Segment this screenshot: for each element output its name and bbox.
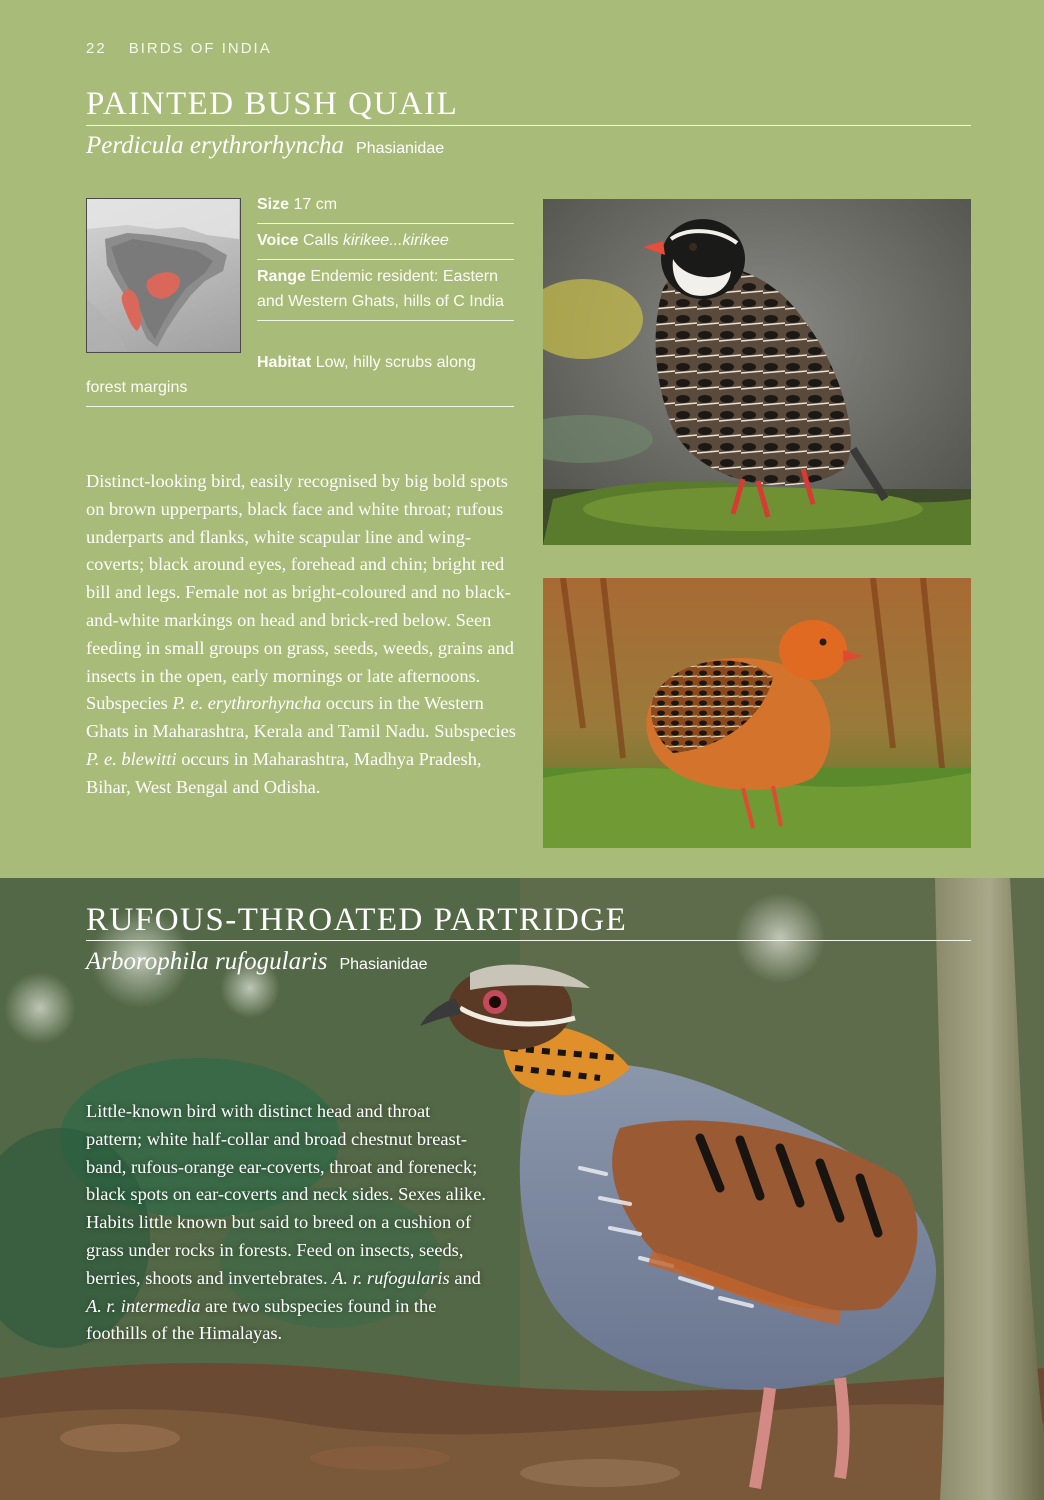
fact-habitat bbox=[257, 350, 514, 375]
species-title-painted-bush-quail: PAINTED BUSH QUAIL bbox=[86, 86, 459, 122]
species-description bbox=[86, 468, 518, 802]
species-description bbox=[86, 1098, 486, 1348]
family-name: Phasianidae bbox=[356, 140, 445, 157]
subspecies-name: P. e. blewitti bbox=[86, 748, 177, 769]
female-quail-illustration bbox=[543, 578, 971, 848]
photo-male-painted-bush-quail bbox=[543, 199, 971, 545]
rufous-throated-partridge-section bbox=[0, 878, 1044, 1500]
voice-value: Calls bbox=[302, 232, 339, 249]
description-text: occurs in Maharashtra, Madhya Pradesh, Bihar, West Bengal and Odisha. bbox=[86, 748, 482, 797]
species-title-rufous-throated-partridge: RUFOUS-THROATED PARTRIDGE bbox=[86, 902, 628, 938]
fact-voice bbox=[257, 228, 514, 260]
fact-range bbox=[257, 264, 514, 321]
family-name: Phasianidae bbox=[339, 956, 428, 973]
range-map-graphic bbox=[87, 199, 239, 351]
running-header bbox=[86, 40, 272, 57]
title-rule bbox=[86, 940, 971, 941]
description-text: Little-known bird with distinct head and throat pattern; white half-collar and broad chestnut breast-band, rufous-orange ear-coverts, throat and foreneck; black spots on ear-coverts and neck sides. Sexes alike. Habits little known but said to breed on a cushion of grass under rocks in forests. Feed on insects, seeds, berries, shoots and invertebrates. bbox=[86, 1101, 487, 1288]
book-title: BIRDS OF INDIA bbox=[128, 40, 272, 57]
photo-female-painted-bush-quail bbox=[543, 578, 971, 848]
habitat-value: Low, hilly scrubs along bbox=[315, 354, 476, 371]
range-label: Range bbox=[257, 268, 306, 285]
scientific-name-line bbox=[86, 948, 428, 976]
page-number: 22 bbox=[86, 40, 107, 57]
subspecies-name: A. r. intermedia bbox=[86, 1295, 201, 1316]
range-value: Endemic resident: Eastern and Western Ghats, hills of C India bbox=[257, 268, 504, 310]
description-text: are two subspecies found in the foothills of the Himalayas. bbox=[86, 1295, 437, 1344]
subspecies-name: A. r. rufogularis bbox=[332, 1267, 450, 1288]
size-value: 17 cm bbox=[293, 196, 338, 213]
range-map bbox=[86, 198, 241, 353]
scientific-name: Arborophila rufogularis bbox=[86, 948, 328, 975]
description-text: and bbox=[454, 1267, 481, 1288]
habitat-label: Habitat bbox=[257, 354, 312, 371]
voice-label: Voice bbox=[257, 232, 299, 249]
title-rule bbox=[86, 125, 971, 126]
male-quail-illustration bbox=[543, 199, 971, 545]
fact-size bbox=[257, 192, 514, 224]
description-text: Distinct-looking bird, easily recognised by big bold spots on brown upperparts, black face and white throat; rufous underparts and flanks, white scapular line and wing-coverts; black around eyes, forehead and chin; bright red bill and legs. Female not as bright-coloured and no black-and-white markings on head and brick-red below. Seen feeding in small groups on grass, seeds, weeds, grains and insects in the open, early mornings or late afternoons. Subspecies bbox=[86, 471, 515, 714]
scientific-name: Perdicula erythrorhyncha bbox=[86, 132, 345, 159]
description-text: occurs in the Western Ghats in Maharashtra, Kerala and Tamil Nadu. Subspecies bbox=[86, 693, 516, 742]
size-label: Size bbox=[257, 196, 290, 213]
subspecies-name: P. e. erythrorhyncha bbox=[172, 693, 322, 714]
habitat-value-continued: forest margins bbox=[86, 375, 514, 407]
scientific-name-line bbox=[86, 132, 444, 160]
voice-call: kirikee...kirikee bbox=[342, 232, 449, 249]
